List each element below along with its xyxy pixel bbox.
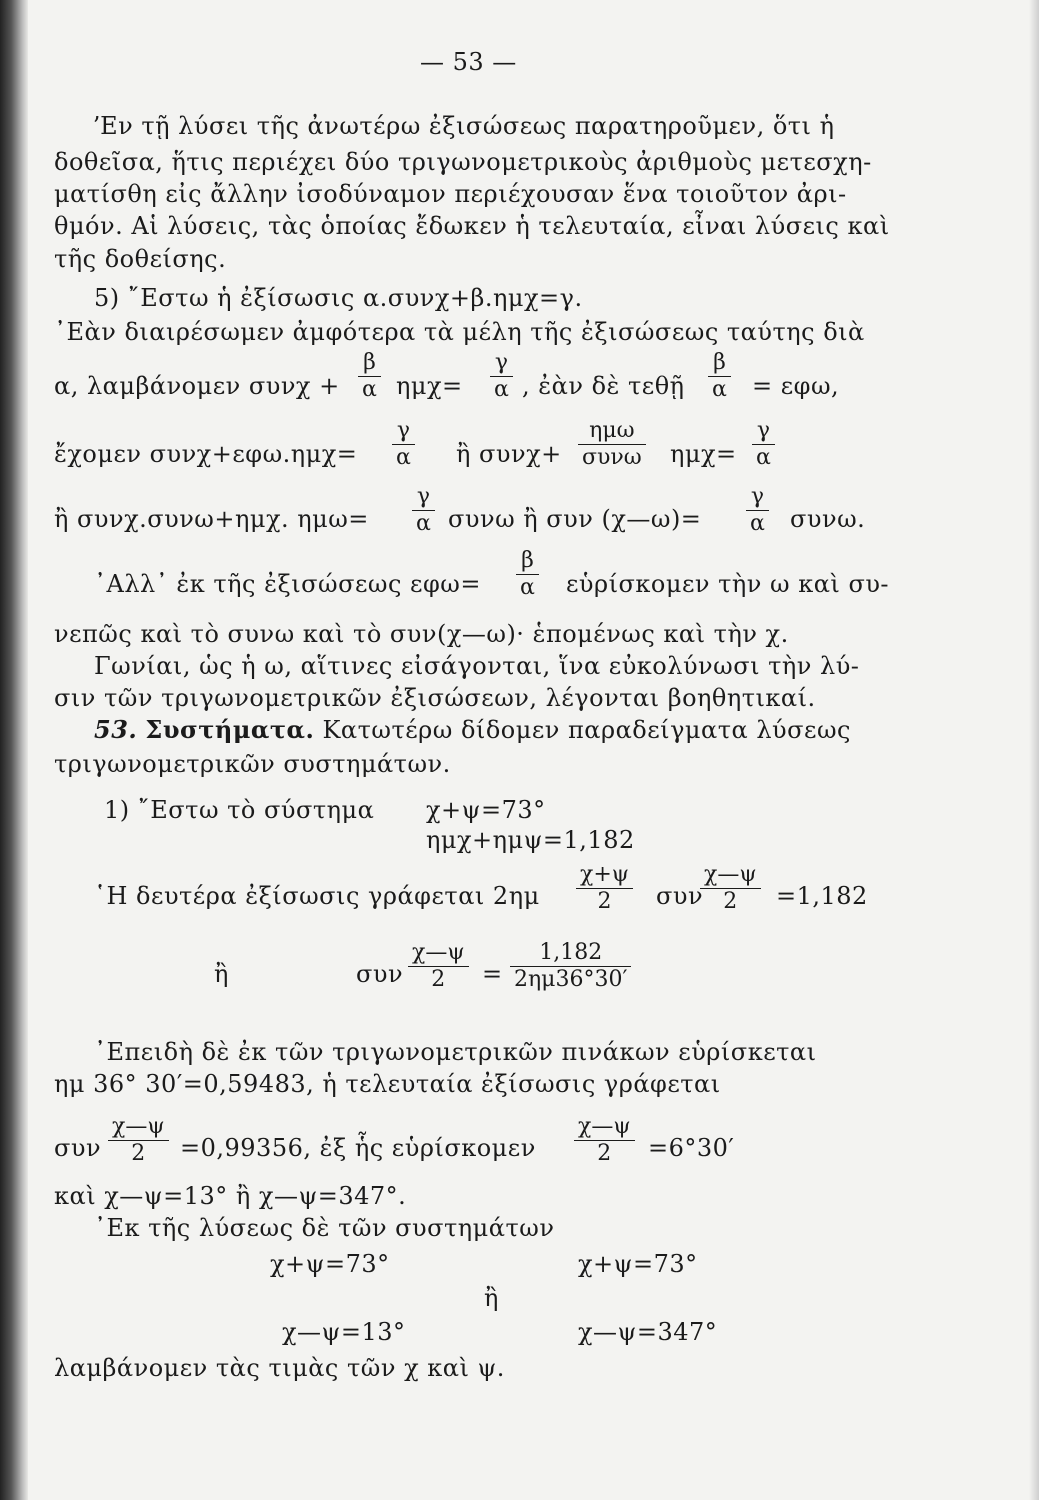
- example-5-statement: 5) ῎Εστω ἡ ἐξίσωσις α.συνχ+β.ημχ=γ.: [94, 284, 583, 312]
- system-equation: ημχ+ημψ=1,182: [426, 826, 635, 854]
- page-edge-shadow: [1029, 0, 1039, 1500]
- equation-text: ημχ=: [396, 372, 463, 400]
- fraction: γ α: [412, 484, 435, 537]
- equation-text: συν: [54, 1134, 102, 1162]
- system-label: 1) ῎Εστω τὸ σύστημα: [104, 796, 375, 824]
- paragraph-line: σιν τῶν τριγωνομετρικῶν ἐξισώσεων, λέγονται βοηθητικαί.: [54, 684, 816, 712]
- fraction: γ α: [490, 350, 513, 403]
- equation-text: ἢ: [214, 960, 229, 988]
- fraction: γ α: [392, 418, 415, 471]
- equation-text: =6°30′: [648, 1134, 735, 1162]
- system-equation: χ—ψ=13°: [282, 1318, 406, 1346]
- fraction: χ—ψ 2: [574, 1114, 635, 1167]
- system-equation: χ+ψ=73°: [426, 796, 546, 824]
- equation-text: α, λαμβάνομεν συνχ +: [54, 372, 340, 400]
- section-heading: [94, 716, 851, 744]
- fraction: χ—ψ 2: [408, 940, 469, 993]
- equation-text: ᾿Αλλ᾿ ἐκ τῆς ἐξισώσεως εφω=: [94, 570, 481, 598]
- system-equation: χ+ψ=73°: [270, 1250, 390, 1278]
- fraction: χ—ψ 2: [700, 862, 761, 915]
- equation-text: εὑρίσκομεν τὴν ω καὶ συ-: [566, 570, 890, 598]
- section-intro: Κατωτέρω δίδομεν παραδείγματα λύσεως: [322, 716, 851, 744]
- equation-text: = εφω,: [752, 372, 840, 400]
- equation-text: συν: [656, 882, 704, 910]
- equation-text: =1,182: [776, 882, 868, 910]
- system-equation: χ+ψ=73°: [578, 1250, 698, 1278]
- fraction: 1,182 2ημ36°30′: [510, 940, 631, 993]
- paragraph-line: θμόν. Αἱ λύσεις, τὰς ὁποίας ἔδωκεν ἡ τελευταία, εἶναι λύσεις καὶ: [54, 212, 890, 240]
- paragraph-line: ᾿Εκ τῆς λύσεως δὲ τῶν συστημάτων: [94, 1214, 555, 1242]
- equation-text: =0,99356, ἐξ ἧς εὑρίσκομεν: [180, 1134, 536, 1162]
- equation-text: ἢ συνχ+: [456, 440, 562, 468]
- fraction: β α: [516, 548, 539, 601]
- fraction: χ+ψ 2: [576, 862, 633, 915]
- book-spine-shadow: [0, 0, 28, 1500]
- equation-text: , ἐὰν δὲ τεθῇ: [522, 372, 685, 400]
- page-number: — 53 —: [420, 48, 517, 76]
- system-equation: χ—ψ=347°: [578, 1318, 718, 1346]
- or-text: ἢ: [484, 1284, 499, 1312]
- fraction: ημω συνω: [578, 418, 646, 471]
- equation-text: ημχ=: [670, 440, 737, 468]
- fraction: β α: [358, 350, 381, 403]
- paragraph-line: δοθεῖσα, ἥτις περιέχει δύο τριγωνομετρικοὺς ἀριθμοὺς μετεσχη-: [54, 148, 872, 176]
- section-title: Συστήματα.: [145, 715, 315, 744]
- paragraph-line: ᾿Εὰν διαιρέσωμεν ἀμφότερα τὰ μέλη τῆς ἐξισώσεως ταύτης διὰ: [54, 318, 865, 346]
- paragraph-line: τῆς δοθείσης.: [54, 245, 227, 273]
- fraction: χ—ψ 2: [108, 1114, 169, 1167]
- equation-text: =: [482, 960, 503, 988]
- fraction: γ α: [746, 484, 769, 537]
- paragraph-line: λαμβάνομεν τὰς τιμὰς τῶν χ καὶ ψ.: [54, 1354, 505, 1382]
- equation-text: ἔχομεν συνχ+εφω.ημχ=: [54, 440, 358, 468]
- equation-text: ἢ συνχ.συνω+ημχ. ημω=: [54, 505, 369, 533]
- equation-text: συν: [356, 960, 404, 988]
- fraction: β α: [708, 350, 731, 403]
- paragraph-line: τριγωνομετρικῶν συστημάτων.: [54, 750, 451, 778]
- paragraph-line: ματίσθη εἰς ἄλλην ἰσοδύναμον περιέχουσαν ἕνα τοιοῦτον ἀρι-: [54, 180, 847, 208]
- paragraph-line: Γωνίαι, ὡς ἡ ω, αἵτινες εἰσάγονται, ἵνα εὐκολύνωσι τὴν λύ-: [94, 652, 860, 680]
- paragraph-line: νεπῶς καὶ τὸ συνω καὶ τὸ συν(χ—ω)· ἑπομένως καὶ τὴν χ.: [54, 620, 789, 648]
- section-number: 53.: [94, 715, 138, 744]
- paragraph-line: ᾿Επειδὴ δὲ ἐκ τῶν τριγωνομετρικῶν πινάκων εὑρίσκεται: [94, 1038, 817, 1066]
- equation-text: ῾Η δευτέρα ἐξίσωσις γράφεται 2ημ: [94, 882, 540, 910]
- paragraph-line: ʼΕν τῇ λύσει τῆς ἀνωτέρω ἐξισώσεως παρατηροῦμεν, ὅτι ἡ: [92, 112, 835, 140]
- paragraph-line: καὶ χ—ψ=13° ἢ χ—ψ=347°.: [54, 1182, 407, 1210]
- fraction: γ α: [752, 418, 775, 471]
- equation-text: συνω.: [790, 505, 866, 533]
- paragraph-line: ημ 36° 30′=0,59483, ἡ τελευταία ἐξίσωσις γράφεται: [54, 1070, 721, 1098]
- equation-text: συνω ἢ συν (χ—ω)=: [448, 505, 702, 533]
